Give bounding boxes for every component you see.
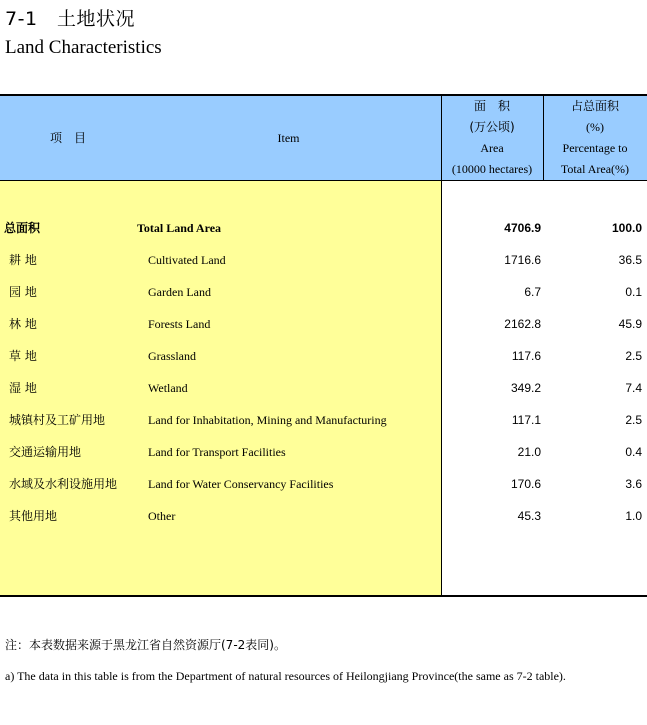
row-percentage-value: 1.0 bbox=[625, 509, 642, 523]
table-row-total bbox=[0, 212, 647, 244]
row-label-en: Total Land Area bbox=[137, 221, 222, 235]
row-percentage-value: 7.4 bbox=[625, 381, 642, 395]
header-percentage bbox=[543, 96, 647, 180]
header-pct-en-1: Percentage to bbox=[562, 141, 628, 155]
header-area-unit-cn: (万公顷) bbox=[469, 120, 515, 134]
row-percentage-value: 0.1 bbox=[625, 285, 642, 299]
footnote-chinese: 注：本表数据来源于黑龙江省自然资源厅(7-2表同)。 bbox=[5, 638, 286, 652]
table-row bbox=[0, 340, 647, 372]
header-pct-unit: (%) bbox=[586, 120, 604, 134]
row-percentage-value: 2.5 bbox=[625, 349, 642, 363]
table-row bbox=[0, 500, 647, 532]
table-number-title: 7-1 土地状况 bbox=[5, 8, 136, 30]
row-label-en: Garden Land bbox=[148, 285, 211, 299]
footnote-english: a) The data in this table is from the Department of natural resources of Heilongjiang Province(the same as 7-2 table). bbox=[5, 669, 566, 683]
row-percentage-value: 45.9 bbox=[618, 317, 642, 331]
row-area-value: 349.2 bbox=[510, 381, 541, 395]
row-percentage-value: 2.5 bbox=[625, 413, 642, 427]
header-item-cn: 项 目 bbox=[49, 131, 86, 145]
row-percentage-value: 3.6 bbox=[625, 477, 642, 491]
row-percentage-value: 0.4 bbox=[625, 445, 642, 459]
table-row bbox=[0, 244, 647, 276]
row-label-en: Wetland bbox=[148, 381, 188, 395]
row-label-cn: 其他用地 bbox=[9, 509, 58, 523]
row-label-en: Land for Inhabitation, Mining and Manufacturing bbox=[148, 413, 387, 427]
header-area-unit-en: (10000 hectares) bbox=[451, 162, 533, 176]
table-row bbox=[0, 468, 647, 500]
header-bottom-rule bbox=[0, 180, 647, 181]
table-row bbox=[0, 404, 647, 436]
table-title-english: Land Characteristics bbox=[5, 37, 162, 58]
land-characteristics-table bbox=[0, 94, 647, 597]
row-area-value: 117.6 bbox=[511, 349, 541, 363]
header-area bbox=[441, 96, 543, 180]
row-label-en: Forests Land bbox=[148, 317, 211, 331]
row-label-en: Land for Transport Facilities bbox=[148, 445, 286, 459]
row-area-value: 45.3 bbox=[517, 509, 541, 523]
row-area-value: 1716.6 bbox=[504, 253, 541, 267]
header-area-en: Area bbox=[480, 141, 504, 155]
row-label-cn: 耕 地 bbox=[9, 253, 37, 267]
row-area-value: 4706.9 bbox=[504, 221, 541, 235]
table-row bbox=[0, 372, 647, 404]
header-pct-cn: 占总面积 bbox=[570, 99, 619, 113]
row-label-en: Other bbox=[148, 509, 176, 523]
header-pct-en-2: Total Area(%) bbox=[560, 162, 630, 176]
row-percentage-value: 36.5 bbox=[618, 253, 642, 267]
table-row bbox=[0, 308, 647, 340]
table-bottom-rule bbox=[0, 595, 647, 597]
row-label-en: Cultivated Land bbox=[148, 253, 226, 267]
row-percentage-value: 100.0 bbox=[611, 221, 642, 235]
row-label-cn: 园 地 bbox=[9, 285, 37, 299]
row-area-value: 21.0 bbox=[517, 445, 541, 459]
row-label-en: Grassland bbox=[148, 349, 196, 363]
row-label-cn: 总面积 bbox=[4, 221, 41, 235]
row-label-cn: 林 地 bbox=[9, 317, 37, 331]
row-area-value: 170.6 bbox=[510, 477, 541, 491]
header-area-cn: 面 积 bbox=[473, 99, 510, 113]
row-label-cn: 交通运输用地 bbox=[9, 445, 82, 459]
header-item-en: Item bbox=[277, 131, 300, 145]
table-row bbox=[0, 436, 647, 468]
row-label-cn: 水域及水利设施用地 bbox=[9, 477, 118, 491]
row-label-cn: 城镇村及工矿用地 bbox=[9, 413, 106, 427]
row-label-cn: 草 地 bbox=[9, 349, 37, 363]
row-label-cn: 湿 地 bbox=[9, 381, 37, 395]
row-label-en: Land for Water Conservancy Facilities bbox=[148, 477, 334, 491]
row-area-value: 2162.8 bbox=[504, 317, 541, 331]
table-row bbox=[0, 276, 647, 308]
row-area-value: 117.1 bbox=[511, 413, 541, 427]
row-area-value: 6.7 bbox=[524, 285, 541, 299]
